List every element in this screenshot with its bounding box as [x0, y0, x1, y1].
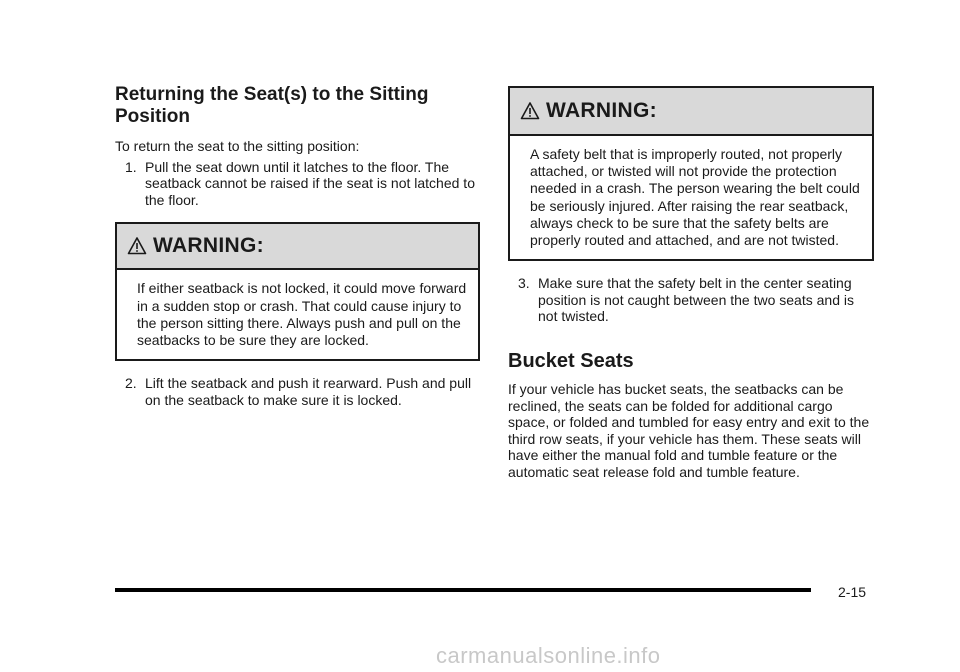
left-column — [115, 84, 480, 408]
warning-triangle-icon — [127, 236, 147, 256]
step-1 — [115, 159, 480, 209]
warning-text: A safety belt that is improperly routed, not properly attached, or twisted will not provide the protection needed in a crash. The person wearing the belt could be seriously injured. After raising the rear seatback, always check to be sure that the safety belts are properly routed and attached, and are not twisted. — [530, 146, 860, 249]
warning-box — [115, 222, 480, 361]
intro-text: To return the seat to the sitting position: — [115, 138, 360, 154]
footer-rule — [115, 588, 811, 592]
warning-text: If either seatback is not locked, it could move forward in a sudden stop or crash. That could cause injury to the person sitting there. Always push and pull on the seatbacks to be sure they are locked. — [137, 280, 467, 348]
step-number: 1. — [125, 158, 137, 175]
section-heading: Returning the Seat(s) to the Sitting Position — [115, 84, 429, 127]
warning-title: WARNING: — [153, 234, 264, 258]
bucket-seats-heading: Bucket Seats — [508, 350, 634, 372]
step-2 — [115, 375, 480, 408]
warning-title: WARNING: — [546, 99, 657, 122]
watermark-text: carmanualsonline.info — [436, 643, 661, 668]
step-text: Lift the seatback and push it rearward. Push and pull on the seatback to make sure it is locked. — [145, 375, 472, 408]
step-text: Make sure that the safety belt in the center seating position is not caught between the two seats and is not twisted. — [538, 275, 854, 325]
step-number: 2. — [125, 375, 137, 392]
warning-header — [117, 224, 478, 270]
step-text: Pull the seat down until it latches to the floor. The seatback cannot be raised if the seat is not latched to the floor. — [145, 158, 475, 208]
page-number: 2-15 — [838, 584, 867, 600]
warning-body — [117, 270, 478, 359]
warning-header — [510, 88, 872, 136]
bucket-seats-text: If your vehicle has bucket seats, the seatbacks can be reclined, the seats can be folded for additional cargo space, or folded and tumbled for easy entry and exit to the third row seats, if your vehicle has them. These seats will have either the manual fold and tumble feature or the automatic seat release fold and tumble feature. — [508, 381, 870, 480]
warning-triangle-icon — [520, 101, 540, 121]
right-column — [508, 86, 874, 481]
warning-body — [510, 136, 872, 259]
warning-box — [508, 86, 874, 261]
step-3 — [508, 275, 874, 325]
step-number: 3. — [518, 275, 530, 292]
